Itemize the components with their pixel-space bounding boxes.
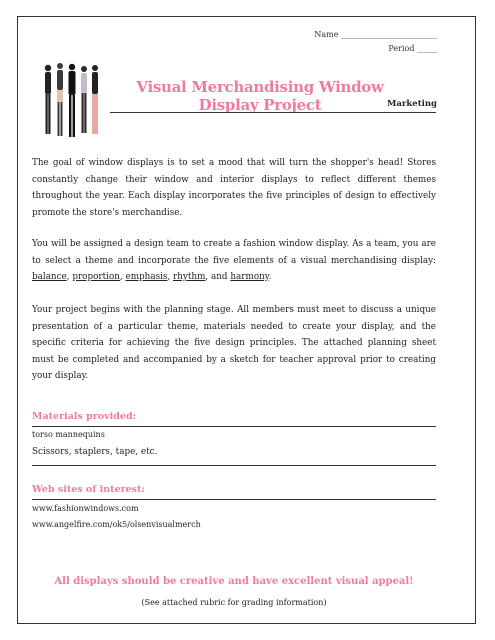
fashion-models-illustration bbox=[40, 60, 102, 144]
materials-end-divider bbox=[32, 465, 436, 466]
title-divider bbox=[110, 112, 436, 113]
name-field-line: Name ________________________ bbox=[314, 30, 437, 39]
materials-divider bbox=[32, 426, 436, 427]
page-title: Visual Merchandising Window Display Project bbox=[136, 78, 384, 114]
websites-divider bbox=[32, 499, 436, 500]
planning-paragraph: Your project begins with the planning stage. All members must meet to discuss a unique presentation of a particular theme, materials needed to create your display, and the specific criteria for achieving the five design principles. The attached planning sheet must be completed and accompanied by a sketch for teacher approval prior to creating your display. bbox=[32, 305, 436, 381]
team-paragraph-intro: You will be assigned a design team to create a fashion window display. As a team, you are to select a theme and incorporate the five elements of a visual merchandising display: bbox=[32, 239, 436, 266]
term-proportion: proportion bbox=[72, 272, 120, 282]
website-link[interactable]: www.fashionwindows.com bbox=[32, 504, 139, 513]
term-balance: balance bbox=[32, 272, 67, 282]
term-emphasis: emphasis bbox=[125, 272, 168, 282]
website-link[interactable]: www.angelfire.com/ok5/olsenvisualmerch bbox=[32, 520, 201, 529]
websites-heading: Web sites of interest: bbox=[32, 484, 145, 495]
materials-heading: Materials provided: bbox=[32, 411, 137, 422]
footer-note: (See attached rubric for grading information) bbox=[141, 598, 327, 607]
materials-item: Scissors, staplers, tape, etc. bbox=[32, 447, 158, 457]
term-and: and bbox=[211, 272, 228, 282]
period-field-line: Period _____ bbox=[388, 44, 437, 53]
materials-item: torso mannequins bbox=[32, 430, 105, 439]
intro-paragraph: The goal of window displays is to set a mood that will turn the shopper's head! Stores constantly change their window and interior displays to reflect different themes throughout the year. Each display incorporates the five principles of design to effectively promote the store's merchandise. bbox=[32, 158, 436, 218]
footer-slogan: All displays should be creative and have excellent visual appeal! bbox=[54, 576, 414, 587]
term-harmony: harmony bbox=[230, 272, 269, 282]
subject-label: Marketing bbox=[387, 99, 437, 109]
team-paragraph: You will be assigned a design team to create a fashion window display. As a team, you are to select a theme and incorporate the five elements of a visual merchandising display: balance, proportion, emphasis, rhythm, and harmony. bbox=[32, 239, 436, 282]
term-rhythm: rhythm bbox=[173, 272, 206, 282]
